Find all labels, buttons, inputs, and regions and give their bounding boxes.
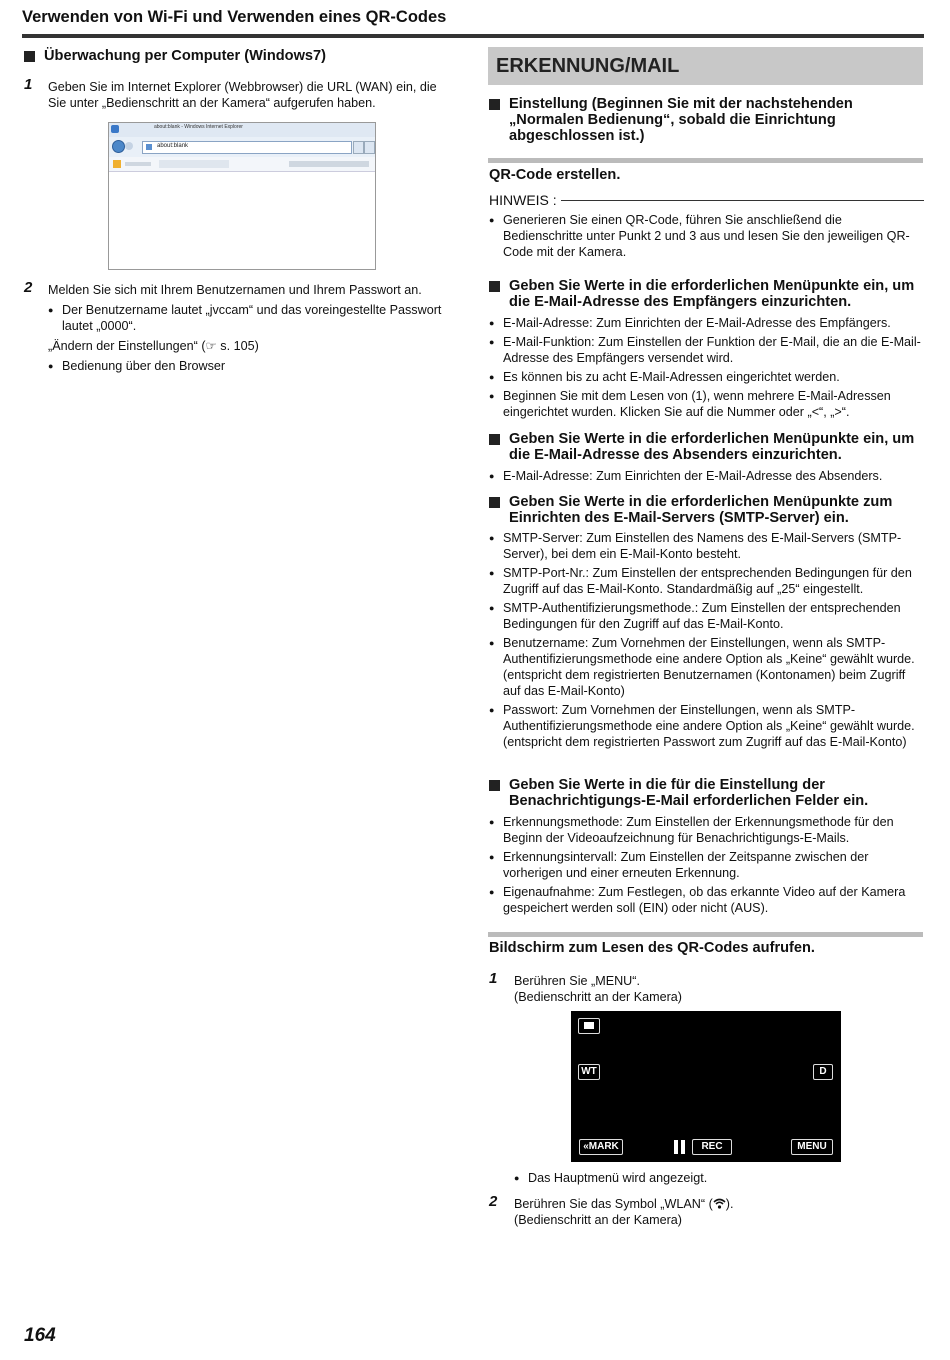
zoom-wt-button[interactable]: WT (578, 1064, 600, 1080)
list-item: ● Passwort: Zum Vornehmen der Einstellungen, wenn als SMTP-Authentifizierungsmethode eine andere Option als „Keine“ gewählt wurde. (entspricht dem registrierten Passwort zum Zugriff auf das E-Mail-Konto) (489, 702, 924, 750)
rec-button[interactable]: REC (692, 1139, 732, 1155)
recipient-list (489, 315, 924, 423)
section-title-monitoring: Überwachung per Computer (Windows7) (24, 48, 464, 64)
list-item: ● SMTP-Server: Zum Einstellen des Namens des E-Mail-Servers (SMTP-Server), bei dem ein E-Mail-Konto besteht. (489, 530, 924, 562)
tab-area[interactable] (159, 160, 229, 168)
list-item: ● Das Hauptmenü wird angezeigt. (514, 1170, 914, 1186)
list-item: ● Eigenaufnahme: Zum Festlegen, ob das erkannte Video auf der Kamera gespeichert werden soll (EIN) oder nicht (AUS). (489, 884, 924, 916)
right-step1-text: Berühren Sie „MENU“. (Bedienschritt an der Kamera) (514, 974, 682, 1004)
forward-icon[interactable] (125, 142, 133, 150)
smtp-title: Geben Sie Werte in die erforderlichen Menüpunkte zum Einrichten des E-Mail-Servers (SMTP-Server) ein. (489, 494, 939, 526)
divider (488, 932, 923, 937)
list-item: ● Erkennungsmethode: Zum Einstellen der Erkennungsmethode für den Beginn der Videoaufzeichnung für Benachrichtigungs-E-Mails. (489, 814, 924, 846)
address-bar[interactable]: about:blank (142, 141, 352, 154)
list-item: ● Bedienung über den Browser (48, 358, 468, 374)
notification-title: Geben Sie Werte in die für die Einstellung der Benachrichtigungs-E-Mail erforderlichen Felder ein. (489, 777, 939, 809)
step-number: 2 (24, 279, 33, 296)
chevron-left-icon: « (583, 1141, 589, 1152)
step1-text: Geben Sie im Internet Explorer (Webbrowser) die URL (WAN) ein, die Sie unter „Bedienschritt an der Kamera“ aufgerufen haben. (48, 80, 437, 110)
list-item: ● E-Mail-Adresse: Zum Einrichten der E-Mail-Adresse des Absenders. (489, 468, 924, 484)
list-item: ● SMTP-Port-Nr.: Zum Einstellen der entsprechenden Bedingungen für den Zugriff auf das E-Mail-Konto. Standardmäßig auf „25“ eingestellt. (489, 565, 924, 597)
ie-logo-icon (111, 125, 119, 133)
step2-bullets (48, 302, 468, 337)
camera-mode-icon[interactable] (578, 1018, 600, 1034)
browser-title: about:blank - Windows Internet Explorer (154, 124, 243, 130)
step-number: 1 (24, 76, 33, 93)
divider (488, 158, 923, 163)
step-number: 1 (489, 970, 498, 987)
camera-note-list (514, 1170, 914, 1189)
command-bar (289, 161, 369, 167)
list-item: ● SMTP-Authentifizierungsmethode.: Zum Einstellen der entsprechenden Bedingungen für den Zugriff auf das E-Mail-Konto. (489, 600, 924, 632)
square-bullet-icon (489, 780, 500, 791)
back-icon[interactable] (112, 140, 125, 153)
list-item: ● Es können bis zu acht E-Mail-Adressen eingerichtet werden. (489, 369, 924, 385)
recipient-title: Geben Sie Werte in die erforderlichen Menüpunkte ein, um die E-Mail-Adresse des Empfängers einzurichten. (489, 278, 939, 310)
square-bullet-icon (489, 281, 500, 292)
mark-button[interactable]: «MARK (579, 1139, 623, 1155)
list-item: ● Benutzername: Zum Vornehmen der Einstellungen, wenn als SMTP-Authentifizierungsmethode eine andere Option als „Keine“ gewählt wurde. (entspricht dem registrierten Benutzernamen (Kontonamen) beim Zugriff auf das E-Mail-Konto) (489, 635, 924, 699)
square-bullet-icon (489, 434, 500, 445)
header-title: Verwenden von Wi-Fi und Verwenden eines QR-Codes (22, 8, 447, 26)
refresh-icon[interactable] (353, 141, 364, 154)
section-box-title: ERKENNUNG/MAIL (488, 47, 923, 85)
page-number: 164 (24, 1325, 56, 1346)
browser-screenshot (108, 122, 376, 270)
list-item: ● E-Mail-Funktion: Zum Einstellen der Funktion der E-Mail, die an die E-Mail-Adresse des Empfängers versendet wird. (489, 334, 924, 366)
list-item: ● Generieren Sie einen QR-Code, führen Sie anschließend die Bedienschritte unter Punkt 2 und 3 aus und lesen Sie den jeweiligen QR-Code mit der Kamera. (489, 212, 924, 260)
list-item: ● Beginnen Sie mit dem Lesen von (1), wenn mehrere E-Mail-Adressen eingerichtet wurden. Klicken Sie auf die Nummer oder „<“, „>“. (489, 388, 924, 420)
list-item: ● Der Benutzername lautet „jvccam“ und das voreingestellte Passwort lautet „0000“. (48, 302, 468, 334)
hinweis-list (489, 212, 924, 263)
right-step2-text: Berühren Sie das Symbol „WLAN“ ( ). (Bedienschritt an der Kamera) (514, 1197, 734, 1227)
page-icon (146, 144, 152, 150)
page-header (22, 8, 924, 38)
display-d-button[interactable]: D (813, 1064, 833, 1080)
step2-text: Melden Sie sich mit Ihrem Benutzernamen und Ihrem Passwort an. (48, 283, 422, 297)
stop-icon[interactable] (364, 141, 375, 154)
notification-list (489, 814, 924, 919)
hinweis-header (489, 192, 924, 210)
browser-titlebar (109, 123, 375, 137)
smtp-list (489, 530, 924, 753)
favorites-bar (109, 157, 375, 172)
step-number: 2 (489, 1193, 498, 1210)
list-item: ● Erkennungsintervall: Zum Einstellen der Zeitspanne zwischen der vorherigen und einer erneuten Erkennung. (489, 849, 924, 881)
pause-icon[interactable] (674, 1140, 685, 1154)
cross-reference-link[interactable]: „Ändern der Einstellungen“ (☞ s. 105) (48, 339, 259, 353)
camera-screen (571, 1011, 841, 1162)
sender-title: Geben Sie Werte in die erforderlichen Menüpunkte ein, um die E-Mail-Adresse des Absenders einzurichten. (489, 431, 939, 463)
sender-list (489, 468, 924, 487)
square-bullet-icon (489, 497, 500, 508)
list-item: ● E-Mail-Adresse: Zum Einrichten der E-Mail-Adresse des Empfängers. (489, 315, 924, 331)
wlan-icon (713, 1197, 726, 1208)
setting-title: Einstellung (Beginnen Sie mit der nachstehenden „Normalen Bedienung“, sobald die Einrichtung abgeschlossen ist.) (489, 96, 909, 144)
hinweis-label: HINWEIS : (489, 192, 561, 208)
qr-title: QR-Code erstellen. (489, 167, 621, 183)
square-bullet-icon (24, 51, 35, 62)
browser-navbar (109, 137, 375, 157)
menu-button[interactable]: MENU (791, 1139, 833, 1155)
favorites-star-icon[interactable] (113, 160, 121, 168)
square-bullet-icon (489, 99, 500, 110)
screen-title: Bildschirm zum Lesen des QR-Codes aufrufen. (489, 940, 815, 956)
step2-bullets-2 (48, 358, 468, 377)
